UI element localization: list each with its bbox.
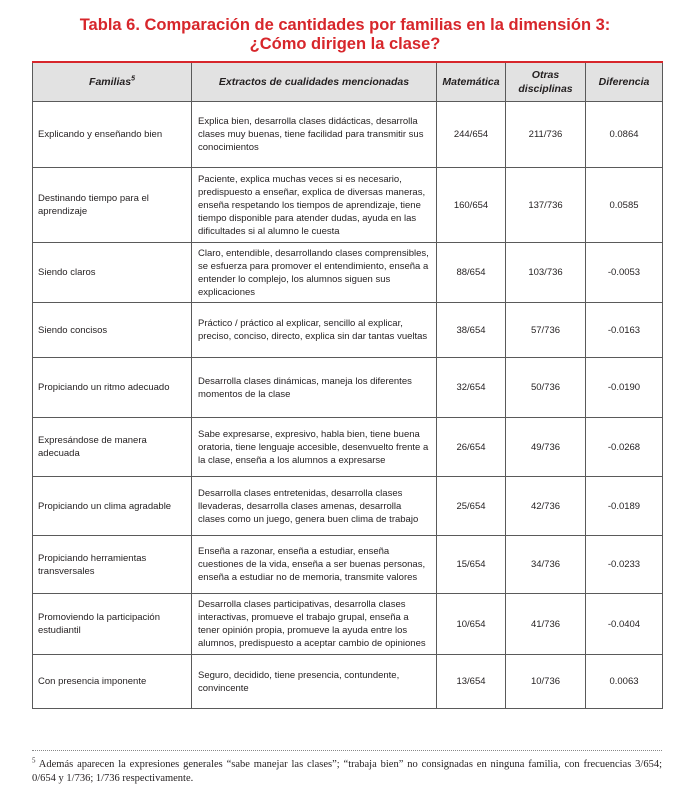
cell-extractos: Desarrolla clases participativas, desarrolla clases interactivas, promueve el trabajo grupal, enseña a tener opinión propia, promueve la ayuda entre los alumnos, predispuesto a aceptar cambio de opiniones (192, 594, 437, 655)
cell-diferencia: -0.0189 (586, 477, 663, 536)
footnote-divider (32, 750, 662, 751)
header-diferencia: Diferencia (586, 62, 663, 102)
cell-extractos: Paciente, explica muchas veces si es necesario, predispuesto a enseñar, explica de diversas maneras, enseña respetando los tiempos de aprendizaje, tiene tiempo disponible para atender dudas, ayuda en las dificultades si al alumno le cuesta (192, 168, 437, 243)
cell-diferencia: 0.0864 (586, 102, 663, 168)
table-title (0, 16, 690, 54)
cell-matematica: 160/654 (437, 168, 506, 243)
cell-otras-disciplinas: 10/736 (506, 655, 586, 709)
cell-diferencia: -0.0233 (586, 536, 663, 594)
header-extractos: Extractos de cualidades mencionadas (192, 62, 437, 102)
cell-familia: Siendo claros (33, 243, 192, 303)
cell-otras-disciplinas: 42/736 (506, 477, 586, 536)
cell-matematica: 244/654 (437, 102, 506, 168)
cell-otras-disciplinas: 41/736 (506, 594, 586, 655)
cell-diferencia: -0.0404 (586, 594, 663, 655)
table-row (33, 303, 663, 358)
cell-familia: Destinando tiempo para el aprendizaje (33, 168, 192, 243)
table-row (33, 243, 663, 303)
cell-diferencia: -0.0163 (586, 303, 663, 358)
cell-matematica: 26/654 (437, 418, 506, 477)
footnote-marker: 5 (32, 756, 36, 765)
cell-familia: Propiciando herramientas transversales (33, 536, 192, 594)
cell-diferencia: -0.0268 (586, 418, 663, 477)
table-title-line-2: ¿Cómo dirigen la clase? (249, 35, 441, 53)
table-row (33, 102, 663, 168)
cell-extractos: Desarrolla clases dinámicas, maneja los diferentes momentos de la clase (192, 358, 437, 418)
cell-otras-disciplinas: 103/736 (506, 243, 586, 303)
footnote-ref: 5 (131, 75, 135, 83)
cell-otras-disciplinas: 211/736 (506, 102, 586, 168)
cell-diferencia: -0.0190 (586, 358, 663, 418)
cell-familia: Con presencia imponente (33, 655, 192, 709)
cell-matematica: 38/654 (437, 303, 506, 358)
cell-diferencia: -0.0053 (586, 243, 663, 303)
cell-familia: Explicando y enseñando bien (33, 102, 192, 168)
table-row (33, 477, 663, 536)
cell-matematica: 88/654 (437, 243, 506, 303)
cell-otras-disciplinas: 137/736 (506, 168, 586, 243)
cell-extractos: Explica bien, desarrolla clases didácticas, desarrolla clases muy buenas, tiene facilidad para transmitir sus conocimientos (192, 102, 437, 168)
cell-otras-disciplinas: 34/736 (506, 536, 586, 594)
table-row (33, 655, 663, 709)
header-row (33, 62, 663, 102)
cell-familia: Promoviendo la participación estudiantil (33, 594, 192, 655)
cell-extractos: Desarrolla clases entretenidas, desarrolla clases llevaderas, desarrolla clases amenas, desarrolla clases como un juego, genera buen clima de trabajo (192, 477, 437, 536)
cell-otras-disciplinas: 50/736 (506, 358, 586, 418)
table-row (33, 536, 663, 594)
cell-matematica: 25/654 (437, 477, 506, 536)
cell-extractos: Práctico / práctico al explicar, sencillo al explicar, preciso, conciso, directo, explica sin dar tantas vueltas (192, 303, 437, 358)
cell-matematica: 32/654 (437, 358, 506, 418)
header-otras-disciplinas: Otras disciplinas (506, 62, 586, 102)
table-row (33, 358, 663, 418)
cell-otras-disciplinas: 49/736 (506, 418, 586, 477)
table-title-line-1: Tabla 6. Comparación de cantidades por familias en la dimensión 3: (79, 16, 611, 34)
cell-otras-disciplinas: 57/736 (506, 303, 586, 358)
header-familias: Familias$^5$ (33, 62, 192, 102)
footnote-text: Además aparecen la expresiones generales “sabe manejar las clases”; “trabaja bien” no consignadas en ninguna familia, con frecuencias 3/654; 0/654 y 1/736; 1/736 respectivamente. (32, 759, 663, 784)
cell-matematica: 15/654 (437, 536, 506, 594)
cell-matematica: 13/654 (437, 655, 506, 709)
cell-familia: Siendo concisos (33, 303, 192, 358)
cell-diferencia: 0.0585 (586, 168, 663, 243)
cell-extractos: Seguro, decidido, tiene presencia, contundente, convincente (192, 655, 437, 709)
table-row (33, 418, 663, 477)
table-row (33, 168, 663, 243)
comparison-table (32, 61, 663, 709)
cell-familia: Propiciando un clima agradable (33, 477, 192, 536)
cell-extractos: Enseña a razonar, enseña a estudiar, enseña cuestiones de la vida, enseña a ser buenas personas, enseña a estudiar no de memoria, transmite valores (192, 536, 437, 594)
header-matematica: Matemática (437, 62, 506, 102)
footnote (32, 758, 662, 786)
cell-extractos: Claro, entendible, desarrollando clases comprensibles, se esfuerza para promover el entendimiento, enseña a entender lo complejo, los alumnos siguen sus explicaciones (192, 243, 437, 303)
table-row (33, 594, 663, 655)
cell-familia: Expresándose de manera adecuada (33, 418, 192, 477)
cell-diferencia: 0.0063 (586, 655, 663, 709)
cell-matematica: 10/654 (437, 594, 506, 655)
cell-extractos: Sabe expresarse, expresivo, habla bien, tiene buena oratoria, tiene lenguaje accesible, desenvuelto frente a la clase, enseña a los alumnos a expresarse (192, 418, 437, 477)
cell-familia: Propiciando un ritmo adecuado (33, 358, 192, 418)
